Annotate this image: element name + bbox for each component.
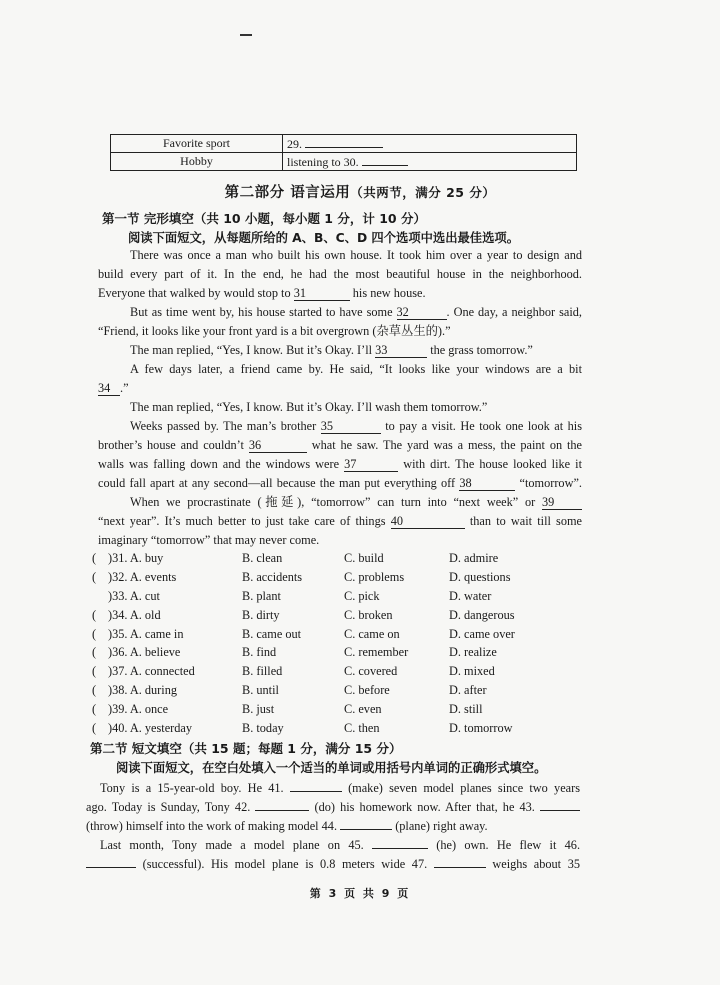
option-b[interactable]: B. find [242, 645, 277, 660]
option-row: ( )35. A. came in B. came out C. came on D. came over [92, 625, 592, 644]
passage-line: When we procrastinate (拖延), “tomorrow” can turn into “next week” or 39 [98, 493, 582, 512]
blank-31[interactable]: 31 [294, 286, 350, 301]
passage-line: 34 .” [98, 381, 129, 395]
passage-line: build every part of it. In the end, he had the most beautiful house in the neighborhood. [98, 267, 582, 281]
part-title: 第二部分 语言运用（共两节，满分 25 分） [224, 185, 496, 201]
passage-line: “next year”. It’s much better to just take care of things 40 than to wait till some [98, 514, 583, 528]
blank-42[interactable] [255, 796, 309, 811]
option-d[interactable]: D. questions [449, 569, 511, 584]
option-c[interactable]: C. covered [344, 664, 398, 679]
option-d[interactable]: D. water [449, 588, 492, 603]
passage-line: imaginary “tomorrow” that may never come. [98, 533, 320, 547]
section1-instruction: 阅读下面短文，从每题所给的 A、B、C、D 四个选项中选出最佳选项。 [128, 231, 519, 245]
option-row: ( )32. A. events B. accidents C. problems D. questions [92, 568, 592, 587]
section2-instruction: 阅读下面短文，在空白处填入一个适当的单词或用括号内单词的正确形式填空。 [116, 761, 547, 775]
option-b[interactable]: B. plant [242, 588, 281, 603]
option-c[interactable]: C. even [344, 702, 382, 717]
blank-38[interactable]: 38 [459, 476, 515, 491]
passage-line: walls was falling down and the windows were 37 with dirt. The house looked like it [98, 457, 582, 471]
cloze-passage [98, 246, 582, 550]
passage-line: could fall apart at any second—all because the man put everything off 38 “tomorrow”. [98, 476, 582, 490]
option-d[interactable]: D. mixed [449, 664, 495, 679]
passage-line: brother’s house and couldn’t 36 what he saw. The yard was a mess, the paint on the [98, 438, 583, 452]
option-b[interactable]: B. dirty [242, 607, 280, 622]
option-b[interactable]: B. today [242, 721, 284, 736]
option-b[interactable]: B. clean [242, 551, 283, 565]
section2-heading: 第二节 短文填空（共 15 题；每题 1 分，满分 15 分） [90, 741, 402, 756]
option-b[interactable]: B. just [242, 702, 275, 717]
passage-line: But as time went by, his house started to have some 32 . One day, a neighbor said, [130, 305, 583, 319]
blank-36[interactable]: 36 [249, 438, 307, 453]
option-c[interactable]: C. remember [344, 645, 409, 660]
option-c[interactable]: C. problems [344, 569, 405, 584]
passage-line: A few days later, a friend came by. He said, “It looks like your windows are a bit [130, 362, 582, 376]
passage-line: Tony is a 15-year-old boy. He 41. (make) seven model planes since two years [86, 777, 580, 796]
blank-43[interactable] [540, 796, 580, 811]
option-row: ( )40. A. yesterday B. today C. then D. tomorrow [92, 719, 592, 738]
info-table [110, 134, 577, 171]
blank-44[interactable] [340, 815, 392, 830]
blank-33[interactable]: 33 [375, 343, 427, 358]
option-d[interactable]: D. came over [449, 626, 515, 641]
option-row: ( )38. A. during B. until C. before D. after [92, 681, 592, 700]
option-row: ( )37. A. connected B. filled C. covered D. mixed [92, 662, 592, 681]
option-b[interactable]: B. until [242, 683, 279, 698]
table-value: 29. [283, 135, 577, 153]
options-list [92, 549, 592, 738]
blank-35[interactable]: 35 [321, 419, 381, 434]
blank-39[interactable]: 39 [542, 495, 582, 510]
option-c[interactable]: C. broken [344, 607, 393, 622]
option-b[interactable]: B. came out [242, 626, 302, 641]
option-b[interactable]: B. filled [242, 664, 283, 679]
option-d[interactable]: D. dangerous [449, 607, 515, 622]
option-row: ( )36. A. believe B. find C. remember D. realize [92, 643, 592, 662]
blank-45[interactable] [372, 834, 428, 849]
section1-heading: 第一节 完形填空（共 10 小题，每小题 1 分，计 10 分） [102, 211, 426, 226]
table-row [111, 153, 577, 171]
passage-line: The man replied, “Yes, I know. But it’s Okay. I’ll 33 the grass tomorrow.” [130, 343, 533, 357]
option-row: ( )31. A. buy B. clean C. build D. admire [92, 549, 592, 568]
fill-passage [86, 777, 580, 872]
option-c[interactable]: C. pick [344, 588, 380, 603]
option-d[interactable]: D. still [449, 702, 483, 717]
option-c[interactable]: C. before [344, 683, 390, 698]
option-row: ( )34. A. old B. dirty C. broken D. dangerous [92, 606, 592, 625]
option-b[interactable]: B. accidents [242, 569, 303, 584]
table-value: listening to 30. [283, 153, 577, 171]
option-d[interactable]: D. tomorrow [449, 721, 513, 736]
passage-line: There was once a man who built his own house. It took him over a year to design and [130, 248, 582, 262]
blank-32[interactable]: 32 [397, 305, 447, 320]
page-number: 第 3 页 共 9 页 [309, 887, 411, 900]
passage-line: Last month, Tony made a model plane on 45. (he) own. He flew it 46. [86, 834, 580, 853]
scan-speck [240, 34, 252, 36]
option-d[interactable]: D. admire [449, 551, 499, 565]
option-c[interactable]: C. then [344, 721, 380, 736]
passage-line: (throw) himself into the work of making model 44. (plane) right away. [86, 815, 580, 834]
blank-40[interactable]: 40 [391, 514, 465, 529]
table-label: Favorite sport [111, 135, 283, 153]
passage-line: Weeks passed by. The man’s brother 35 to pay a visit. He took one look at his [130, 419, 583, 433]
option-c[interactable]: C. came on [344, 626, 400, 641]
option-row: )33. A. cut B. plant C. pick D. water [92, 587, 592, 606]
passage-line: ago. Today is Sunday, Tony 42. (do) his homework now. After that, he 43. [86, 796, 580, 815]
passage-line: Everyone that walked by would stop to 31 his new house. [98, 286, 426, 300]
blank-47[interactable] [434, 853, 486, 868]
blank-46[interactable] [86, 853, 136, 868]
table-row [111, 135, 577, 153]
table-label: Hobby [111, 153, 283, 171]
passage-line: “Friend, it looks like your front yard is a bit overgrown (杂草丛生的).” [98, 324, 451, 338]
option-d[interactable]: D. after [449, 683, 487, 698]
option-row: ( )39. A. once B. just C. even D. still [92, 700, 592, 719]
option-d[interactable]: D. realize [449, 645, 497, 660]
passage-line: The man replied, “Yes, I know. But it’s Okay. I’ll wash them tomorrow.” [130, 400, 488, 414]
blank-37[interactable]: 37 [344, 457, 398, 472]
option-c[interactable]: C. build [344, 551, 384, 565]
blank-34[interactable]: 34 [98, 381, 120, 396]
passage-line: (successful). His model plane is 0.8 meters wide 47. weighs about 35 [86, 853, 580, 872]
blank-41[interactable] [290, 777, 342, 792]
